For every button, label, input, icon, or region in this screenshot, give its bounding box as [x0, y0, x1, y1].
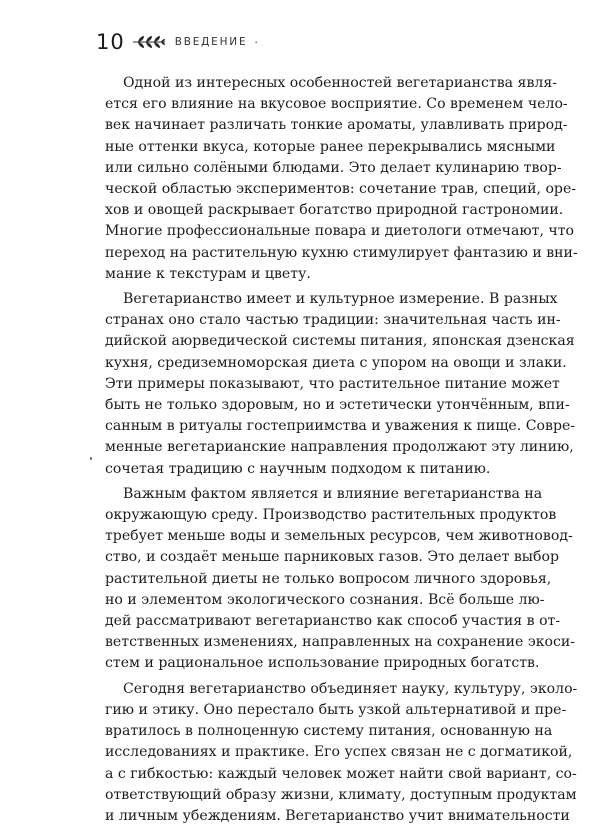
text-line: Многие профессиональные повара и диетологи отмечают, что — [105, 223, 575, 240]
text-line: ные оттенки вкуса, которые ранее перекрывались мясными — [105, 138, 556, 155]
text-line: окружающую среду. Производство растительных продуктов — [105, 507, 557, 524]
text-line: растительной диеты не только вопросом личного здоровья, — [105, 570, 552, 587]
text-line: санным в ритуалы гостеприимства и уважения к пище. Совре- — [105, 418, 576, 435]
section-title: ВВЕДЕНИЕ — [174, 36, 248, 48]
scan-speck — [90, 457, 92, 460]
text-line: дей рассматривают вегетарианство как способ участия в от- — [105, 613, 561, 630]
text-line: или сильно солёными блюдами. Это делает кулинарию твор- — [105, 159, 562, 176]
text-line: требует меньше воды и земельных ресурсов, чем животновод- — [105, 528, 573, 545]
text-line: сочетая традицию с научным подходом к питанию. — [105, 460, 491, 477]
page-number: 10 — [96, 30, 125, 54]
running-header — [96, 30, 258, 54]
text-line: ство, и создаёт меньше парниковых газов. Это делает выбор — [105, 549, 560, 566]
text-line: и личным убеждениям. Вегетарианство учит внимательности — [105, 807, 570, 824]
text-line: ческой областью экспериментов: сочетание трав, специй, оре- — [105, 181, 577, 198]
text-line: ответствующий образу жизни, климату, доступным продуктам — [105, 786, 577, 803]
text-line: Эти примеры показывают, что растительное питание может — [105, 375, 560, 392]
text-line: Вегетарианство имеет и культурное измерение. В разных — [123, 291, 558, 308]
section-title-dot: · — [254, 35, 258, 49]
text-line: менные вегетарианские направления продолжают эту линию, — [105, 439, 574, 456]
paragraph — [105, 679, 578, 827]
text-line: Сегодня вегетарианство объединяет науку, культуру, эколо- — [123, 680, 578, 697]
text-line: Важным фактом является и влияние вегетарианства на — [123, 485, 543, 502]
paragraph — [105, 289, 576, 480]
text-line: гию и этику. Оно перестало быть узкой альтернативой и пре- — [105, 701, 567, 718]
text-line: переход на растительную кухню стимулирует фантазию и вни- — [105, 244, 578, 261]
text-line: вратилось в полноценную систему питания, основанную на — [105, 723, 553, 740]
body-text — [105, 73, 578, 827]
paragraph — [105, 484, 576, 675]
text-line: мание к текстурам и цвету. — [105, 265, 311, 282]
text-line: быть не только здоровым, но и эстетически утончённым, впи- — [105, 397, 570, 414]
text-line: а с гибкостью: каждый человек может найти свой вариант, со- — [105, 765, 577, 782]
text-line: странах оно стало частью традиции: значительная часть ин- — [105, 312, 561, 329]
text-line: ветственных изменениях, направленных на сохранение экоси- — [105, 634, 576, 651]
text-line: хов и овощей раскрывает богатство природной гастрономии. — [105, 202, 564, 219]
text-line: кухня, средиземноморская диета с упором на овощи и злаки. — [105, 354, 567, 371]
text-line: стем и рациональное использование природных богатств. — [105, 655, 540, 672]
text-line: дийской аюрведической системы питания, японская дзенская — [105, 333, 575, 350]
text-line: век начинает различать тонкие ароматы, улавливать природ- — [105, 117, 568, 134]
sprig-icon — [131, 34, 167, 50]
text-line: но и элементом экологического сознания. Всё больше лю- — [105, 591, 545, 608]
text-line: Одной из интересных особенностей вегетарианства явля- — [123, 75, 557, 91]
text-line: ется его влияние на вкусовое восприятие. Со временем чело- — [105, 96, 568, 113]
text-line: исследованиях и практике. Его успех связан не с догматикой, — [105, 744, 573, 761]
paragraph — [105, 73, 578, 285]
